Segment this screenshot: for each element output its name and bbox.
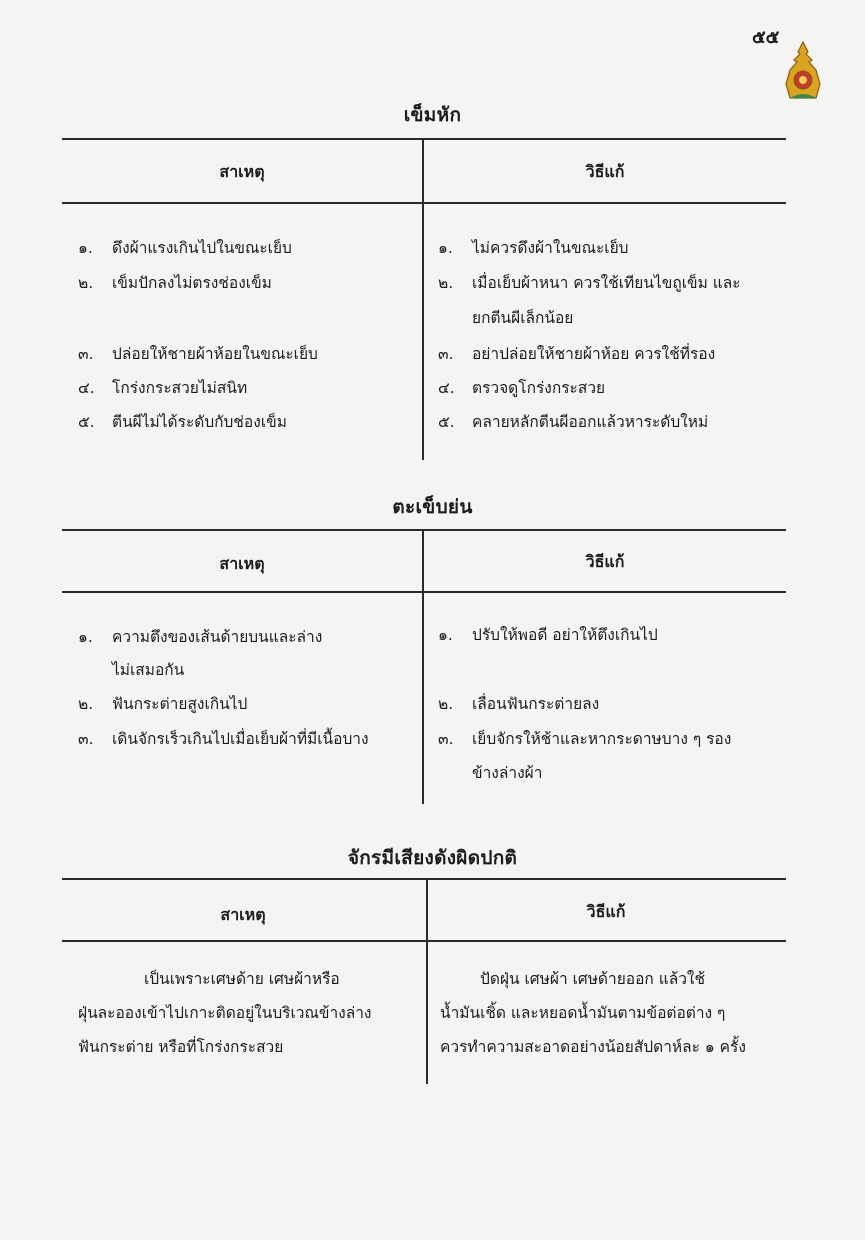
emblem-icon (780, 40, 826, 102)
section-title-needle-break: เข็มหัก (403, 104, 462, 126)
page-number: ๕๕ (752, 27, 780, 48)
list-item: ๒. ฟันกระต่ายสูงเกินไป (78, 695, 248, 713)
section-title-seam-pucker: ตะเข็บย่น (392, 496, 473, 518)
list-item: ๔. ตรวจดูโกร่งกระสวย (438, 379, 606, 397)
list-item: ๒. เข็มปักลงไม่ตรงช่องเข็ม (78, 274, 272, 292)
list-item: ๕. คลายหลักตีนผีออกแล้วหาระดับใหม่ (438, 413, 709, 431)
list-item-continuation: ข้างล่างผ้า (472, 764, 543, 782)
cause-paragraph: เป็นเพราะเศษด้าย เศษผ้าหรือ ฝุ่นละอองเข้าไปเกาะติดอยู่ในบริเวณข้างล่าง ฟันกระต่าย หรือที่โกร่งกระสวย (78, 970, 372, 1056)
list-item: ๓. อย่าปล่อยให้ชายผ้าห้อย ควรใช้ที่รอง (438, 345, 716, 363)
list-item: ๑. ไม่ควรดึงผ้าในขณะเย็บ (438, 239, 629, 257)
column-header-cause: สาเหตุ (219, 162, 265, 181)
column-header-cause: สาเหตุ (219, 554, 265, 573)
list-item: ๔. โกร่งกระสวยไม่สนิท (78, 379, 248, 397)
list-item: ๒. เมื่อเย็บผ้าหนา ควรใช้เทียนไขถูเข็ม และ (438, 274, 741, 292)
list-item: ๓. ปล่อยให้ชายผ้าห้อยในขณะเย็บ (78, 345, 318, 363)
table-top-rule (62, 529, 786, 531)
fix-paragraph: ปัดฝุ่น เศษผ้า เศษด้ายออก แล้วใช้ น้ำมันเชิ้ด และหยอดน้ำมันตามข้อต่อต่าง ๆ ควรทำความสะอาดอย่างน้อยสัปดาห์ละ ๑ ครั้ง (440, 970, 746, 1056)
column-header-cause: สาเหตุ (220, 905, 266, 924)
list-item: ๓. เย็บจักรให้ช้าและหากระดาษบาง ๆ รอง (438, 730, 732, 748)
list-item: ๑. ดึงผ้าแรงเกินไปในขณะเย็บ (78, 239, 292, 257)
column-divider (422, 138, 424, 460)
column-divider (422, 529, 424, 804)
column-divider (426, 878, 428, 1084)
list-item: ๕. ตีนผีไม่ได้ระดับกับช่องเข็ม (78, 413, 287, 431)
list-item: ๑. ปรับให้พอดี อย่าให้ตึงเกินไป (438, 626, 658, 644)
column-header-fix: วิธีแก้ (585, 552, 625, 571)
header-bottom-rule (62, 940, 786, 942)
list-item-continuation: ไม่เสมอกัน (112, 661, 185, 679)
list-item: ๒. เลื่อนฟันกระต่ายลง (438, 695, 600, 713)
column-header-fix: วิธีแก้ (585, 162, 625, 181)
table-top-rule (62, 138, 786, 140)
table-top-rule (62, 878, 786, 880)
header-bottom-rule (62, 202, 786, 204)
list-item: ๓. เดินจักรเร็วเกินไปเมื่อเย็บผ้าที่มีเนื้อบาง (78, 730, 369, 748)
column-header-fix: วิธีแก้ (586, 902, 626, 921)
list-item-continuation: ยกตีนผีเล็กน้อย (472, 309, 574, 327)
section-title-abnormal-noise: จักรมีเสียงดังผิดปกติ (347, 847, 518, 869)
list-item: ๑. ความตึงของเส้นด้ายบนและล่าง (78, 628, 323, 646)
header-bottom-rule (62, 591, 786, 593)
